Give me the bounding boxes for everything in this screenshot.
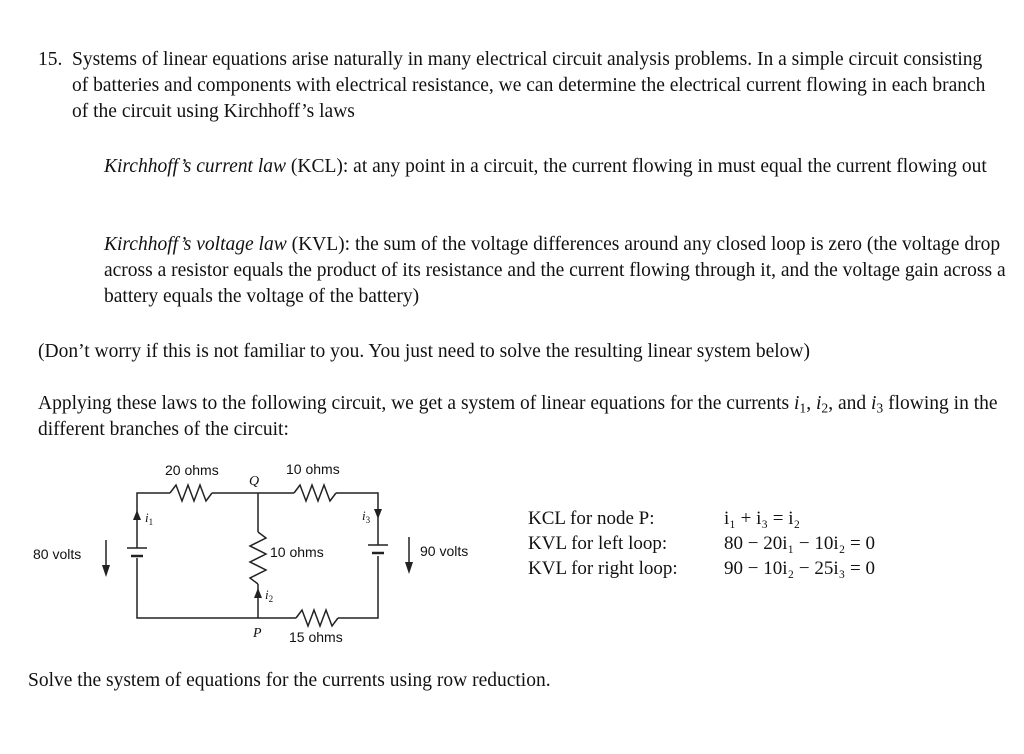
resistor-10-ohms-top [294,485,336,501]
node-q: Q [249,474,260,489]
label-80-volts: 80 volts [33,546,82,562]
equation-label: KVL for right loop: [528,558,678,579]
kvl-title: Kirchhoff’s voltage law [104,234,287,255]
kcl-abbr: (KCL) [290,156,343,177]
kvl-text: : the sum of the voltage differences around any closed loop is zero (the voltage drop across a resistor equals the product of its resistance and the current flowing through it, and the voltage gain across a battery equals the voltage of the battery) [104,234,1006,307]
battery-left [127,548,147,556]
kvl-abbr: (KVL) [291,234,345,255]
label-10-ohms-top: 10 ohms [286,461,340,477]
current-i2: $i_2$ [265,587,274,604]
equation: i₁ + i₃ = i₂ [724,508,801,529]
equation-label: KVL for left loop: [528,533,668,554]
problem-intro: Systems of linear equations arise naturally in many electrical circuit analysis problems. In a simple circuit consisting of batteries and components with electrical resistance, we can determine the electrical current flowing in each branch of the circuit using Kirchhoff’s laws [72,49,986,122]
equation: 90 − 10i₂ − 25i₃ = 0 [724,558,875,579]
kcl-title: Kirchhoff’s current law [104,156,286,177]
kcl-text: : at any point in a circuit, the current flowing in must equal the current flowing out [342,156,987,177]
resistor-20-ohms [170,485,212,501]
current-i1: $i_1$ [145,510,154,527]
current-i3: $i_3$ [362,508,371,525]
arrow-down-icon [102,540,110,577]
equation: 80 − 20i₁ − 10i₂ = 0 [724,533,875,554]
arrow-down-icon [374,509,382,519]
solve-instruction: Solve the system of equations for the currents using row reduction. [28,670,551,691]
problem-number: 15. [38,49,63,70]
apply-text: Applying these laws to the following circuit, we get a system of linear equations for the currents $i_1$, $i_2$, and $i_3$ flowing in the different branches of the circuit: [38,393,998,440]
note: (Don’t worry if this is not familiar to you. You just need to solve the resulting linear system below) [38,341,810,362]
label-15-ohms: 15 ohms [289,629,343,645]
label-10-ohms-middle: 10 ohms [270,544,324,560]
equation-label: KCL for node P: [528,508,655,529]
label-20-ohms: 20 ohms [165,462,219,478]
resistor-10-ohms-middle [250,532,266,584]
arrow-up-icon [133,510,141,520]
apply-text-start: Applying these laws to the following circuit, we get a system of linear equations for the currents [38,393,794,414]
node-p: P [253,626,262,641]
arrow-up-icon [254,588,262,598]
battery-right [368,545,388,553]
resistor-15-ohms [296,610,338,626]
arrow-down-icon [405,537,413,574]
apply-text-end: flowing in the different branches of the circuit: [38,393,998,440]
label-90-volts: 90 volts [420,543,469,559]
